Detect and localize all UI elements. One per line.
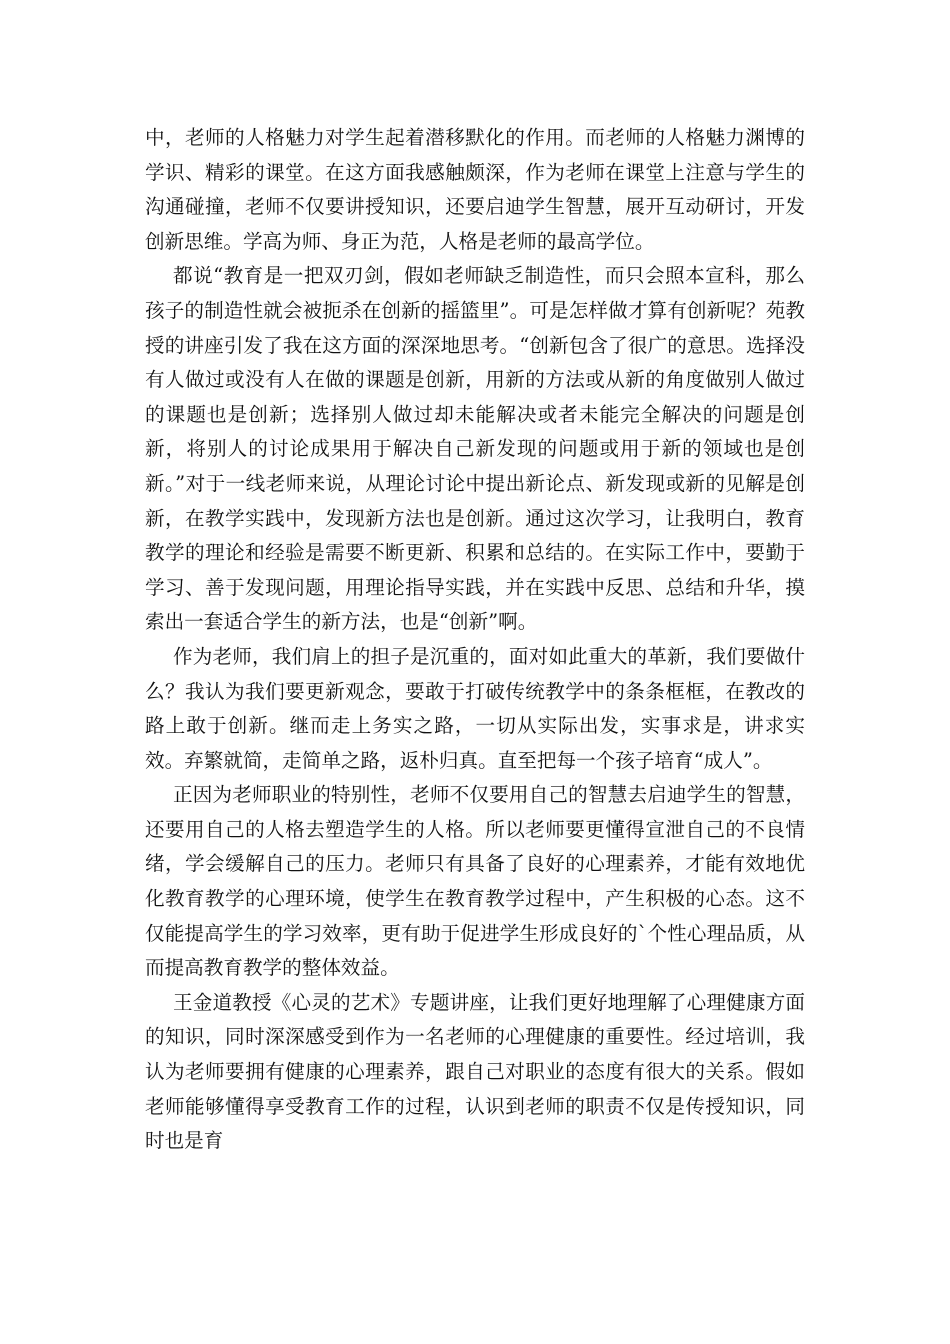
- paragraph-1: 中，老师的人格魅力对学生起着潜移默化的作用。而老师的人格魅力渊博的学识、精彩的课堂。在这方面我感触颇深，作为老师在课堂上注意与学生的沟通碰撞，老师不仅要讲授知识，还要启迪学生智慧，展开互动研讨，开发创新思维。学高为师、身正为范，人格是老师的最高学位。: [145, 126, 805, 253]
- paragraph-5: 王金道教授《心灵的艺术》专题讲座，让我们更好地理解了心理健康方面的知识，同时深深感受到作为一名老师的心理健康的重要性。经过培训，我认为老师要拥有健康的心理素养，跟自己对职业的态度有很大的关系。假如老师能够懂得享受教育工作的过程，认识到老师的职责不仅是传授知识，同时也是育: [145, 990, 805, 1153]
- body-text: [145, 121, 805, 1159]
- paragraph-2: 都说“教育是一把双刃剑，假如老师缺乏制造性，而只会照本宣科，那么孩子的制造性就会被扼杀在创新的摇篮里”。可是怎样做才算有创新呢？苑教授的讲座引发了我在这方面的深深地思考。“创新包含了很广的意思。选择没有人做过或没有人在做的课题是创新，用新的方法或从新的角度做别人做过的课题也是创新；选择别人做过却未能解决或者未能完全解决的问题是创新，将别人的讨论成果用于解决自己新发现的问题或用于新的领域也是创新。”对于一线老师来说，从理论讨论中提出新论点、新发现或新的见解是创新，在教学实践中，发现新方法也是创新。通过这次学习，让我明白，教育教学的理论和经验是需要不断更新、积累和总结的。在实际工作中，要勤于学习、善于发现问题，用理论指导实践，并在实践中反思、总结和升华，摸索出一套适合学生的新方法，也是“创新”啊。: [145, 264, 805, 634]
- paragraph-4: 正因为老师职业的特别性，老师不仅要用自己的智慧去启迪学生的智慧，还要用自己的人格去塑造学生的人格。所以老师要更懂得宣泄自己的不良情绪，学会缓解自己的压力。老师只有具备了良好的心理素养，才能有效地优化教育教学的心理环境，使学生在教育教学过程中，产生积极的心态。这不仅能提高学生的学习效率，更有助于促进学生形成良好的`个性心理品质，从而提高教育教学的整体效益。: [145, 783, 805, 980]
- paragraph-3: 作为老师，我们肩上的担子是沉重的，面对如此重大的革新，我们要做什么？我认为我们要更新观念，要敢于打破传统教学中的条条框框，在教改的路上敢于创新。继而走上务实之路，一切从实际出发，实事求是，讲求实效。弃繁就简，走简单之路，返朴归真。直至把每一个孩子培育“成人”。: [145, 644, 805, 772]
